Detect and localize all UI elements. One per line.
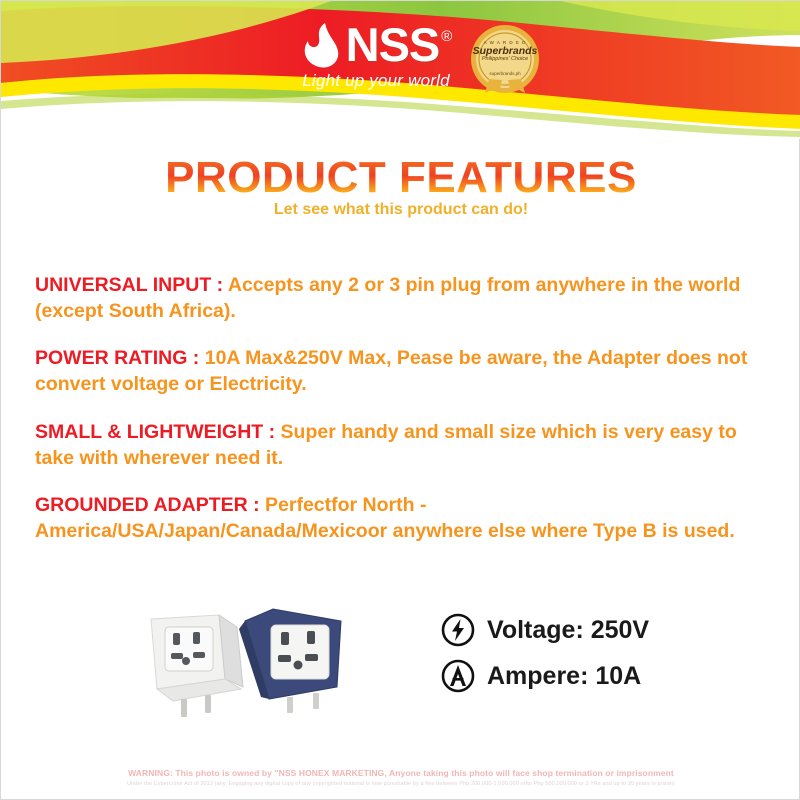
spec-label-voltage: Voltage: 250V: [487, 615, 650, 644]
feature-item: [35, 346, 773, 397]
feature-body: Accepts any 2 or 3 pin plug from anywhere in the world (except South Africa).: [35, 274, 741, 322]
badge-name-text: Superbrands: [472, 45, 538, 58]
feature-item: [35, 420, 773, 471]
feature-body: Perfectfor North - America/USA/Japan/Canada/Mexicoor anywhere else where Type B is used.: [35, 494, 735, 543]
spec-label-ampere: Ampere: 10A: [487, 661, 642, 690]
feature-lead: SMALL & LIGHTWEIGHT :: [35, 420, 281, 443]
voltage-bolt-icon: [441, 613, 475, 647]
badge-choice-text: Philippines' Choice: [481, 56, 529, 63]
feature-lead: UNIVERSAL INPUT :: [35, 274, 228, 296]
header-banner: [1, 1, 800, 139]
ampere-icon: [441, 659, 475, 693]
universal-travel-adapter-photo: [121, 601, 421, 731]
feature-body: 10A Max&250V Max, Pease be aware, the Adapter does not convert voltage or Electricity.: [35, 347, 748, 396]
feature-lead: POWER RATING :: [35, 347, 205, 370]
features-list: [35, 273, 773, 567]
blue-adapter: [239, 609, 341, 713]
brand-tagline: Light up your world: [302, 71, 450, 90]
page-title: PRODUCT FEATURES: [1, 153, 800, 203]
registered-mark: ®: [441, 27, 453, 45]
legal-text: Under the Cybercrime Act of 2012 (any, Engaging any digital copy of any copyrighted material is now punishable by a fine between Php 200,000-1,000,000 or/to Php 500,000,000 or 3 YRs and up to 20 years in prison): [126, 781, 675, 787]
feature-body: Super handy and small size which is very easy to take with wherever need it.: [35, 420, 737, 469]
warning-text: WARNING: This photo is owned by ″NSS HONEX MARKETING, Anyone taking this photo will face shop termination or imprisonment: [128, 768, 674, 778]
white-adapter: [151, 615, 243, 717]
feature-lead: GROUNDED ADAPTER :: [35, 494, 266, 517]
brand-name: NSS: [345, 18, 440, 71]
footer-warning: [1, 768, 800, 787]
page-subtitle: Let see what this product can do!: [273, 201, 529, 218]
badge-site-text: superbrands.ph: [489, 70, 521, 76]
superbrands-badge: [469, 23, 541, 95]
badge-awarded-text: A W A R D E D: [483, 40, 527, 46]
feature-item: [35, 273, 773, 324]
spec-row-ampere: [441, 659, 649, 693]
brand-logo: [251, 18, 501, 101]
spec-row-voltage: [441, 613, 649, 647]
flame-icon: [300, 21, 342, 69]
specs-list: [441, 613, 649, 705]
feature-item: [35, 493, 773, 544]
